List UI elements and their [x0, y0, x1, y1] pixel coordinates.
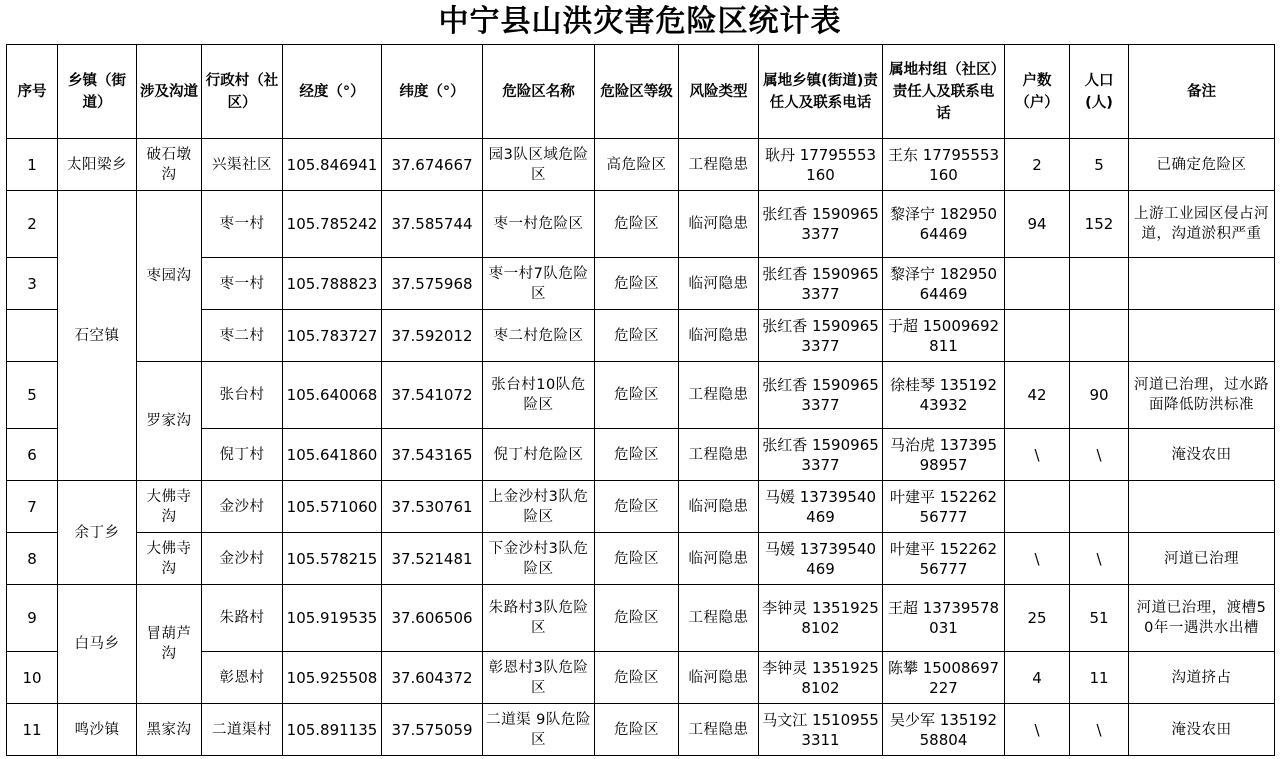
cell-ravine: 破石墩沟 [137, 139, 202, 191]
header-households: 户数（户） [1005, 45, 1070, 139]
cell-zone-level: 危险区 [595, 585, 679, 652]
cell-village-contact: 马治虎 13739598957 [883, 429, 1005, 481]
cell-households [1005, 481, 1070, 533]
cell-village: 金沙村 [202, 481, 283, 533]
header-seq: 序号 [7, 45, 58, 139]
cell-households: 2 [1005, 139, 1070, 191]
cell-zone-level: 危险区 [595, 191, 679, 258]
cell-ravine: 黑家沟 [137, 704, 202, 756]
cell-longitude: 105.578215 [283, 533, 382, 585]
cell-village-contact: 陈攀 15008697227 [883, 652, 1005, 704]
cell-town-contact: 张红香 15909653377 [759, 191, 883, 258]
cell-town: 石空镇 [58, 191, 137, 481]
cell-zone-level: 危险区 [595, 258, 679, 310]
cell-zone-name: 枣一村危险区 [483, 191, 595, 258]
cell-latitude: 37.606506 [382, 585, 483, 652]
cell-zone-name: 倪丁村危险区 [483, 429, 595, 481]
cell-zone-level: 危险区 [595, 533, 679, 585]
cell-households: 25 [1005, 585, 1070, 652]
cell-note: 上游工业园区侵占河道，沟道淤积严重 [1129, 191, 1275, 258]
header-risk-type: 风险类型 [679, 45, 759, 139]
table-row [7, 533, 1275, 585]
cell-latitude: 37.541072 [382, 362, 483, 429]
cell-town-contact: 马媛 13739540469 [759, 481, 883, 533]
cell-population [1070, 481, 1129, 533]
cell-village: 倪丁村 [202, 429, 283, 481]
cell-village: 兴渠社区 [202, 139, 283, 191]
header-village: 行政村（社区） [202, 45, 283, 139]
cell-seq: 5 [7, 362, 58, 429]
cell-zone-level: 危险区 [595, 704, 679, 756]
cell-zone-name: 枣二村危险区 [483, 310, 595, 362]
cell-village: 金沙村 [202, 533, 283, 585]
cell-zone-level: 危险区 [595, 429, 679, 481]
table-row [7, 362, 1275, 429]
cell-risk-type: 临河隐患 [679, 481, 759, 533]
cell-longitude: 105.571060 [283, 481, 382, 533]
cell-village: 枣一村 [202, 258, 283, 310]
cell-population: 11 [1070, 652, 1129, 704]
cell-risk-type: 工程隐患 [679, 362, 759, 429]
cell-ravine: 大佛寺沟 [137, 481, 202, 533]
cell-note: 河道已治理，过水路面降低防洪标准 [1129, 362, 1275, 429]
cell-town: 鸣沙镇 [58, 704, 137, 756]
cell-village-contact: 叶建平 15226256777 [883, 533, 1005, 585]
cell-village: 枣二村 [202, 310, 283, 362]
cell-risk-type: 临河隐患 [679, 191, 759, 258]
cell-town-contact: 张红香 15909653377 [759, 258, 883, 310]
cell-town-contact: 张红香 15909653377 [759, 362, 883, 429]
cell-latitude: 37.575059 [382, 704, 483, 756]
cell-risk-type: 工程隐患 [679, 704, 759, 756]
cell-ravine: 枣园沟 [137, 191, 202, 362]
cell-risk-type: 工程隐患 [679, 585, 759, 652]
cell-note [1129, 310, 1275, 362]
header-town-contact: 属地乡镇(街道)责任人及联系电话 [759, 45, 883, 139]
header-row [7, 45, 1275, 139]
cell-zone-name: 枣一村7队危险区 [483, 258, 595, 310]
cell-latitude: 37.575968 [382, 258, 483, 310]
cell-population: \ [1070, 704, 1129, 756]
cell-note: 沟道挤占 [1129, 652, 1275, 704]
cell-seq: 3 [7, 258, 58, 310]
cell-latitude: 37.604372 [382, 652, 483, 704]
cell-population: 90 [1070, 362, 1129, 429]
cell-latitude: 37.521481 [382, 533, 483, 585]
cell-town-contact: 马文江 15109553311 [759, 704, 883, 756]
cell-note: 河道已治理 [1129, 533, 1275, 585]
cell-longitude: 105.919535 [283, 585, 382, 652]
cell-seq: 1 [7, 139, 58, 191]
header-note: 备注 [1129, 45, 1275, 139]
cell-risk-type: 临河隐患 [679, 258, 759, 310]
cell-longitude: 105.785242 [283, 191, 382, 258]
cell-latitude: 37.543165 [382, 429, 483, 481]
cell-seq: 6 [7, 429, 58, 481]
cell-zone-level: 高危险区 [595, 139, 679, 191]
header-latitude: 纬度（°） [382, 45, 483, 139]
cell-town: 余丁乡 [58, 481, 137, 585]
cell-risk-type: 工程隐患 [679, 139, 759, 191]
cell-households: \ [1005, 704, 1070, 756]
cell-town-contact: 耿丹 17795553160 [759, 139, 883, 191]
header-ravine: 涉及沟道 [137, 45, 202, 139]
cell-zone-name: 彰恩村3队危险区 [483, 652, 595, 704]
header-zone-level: 危险区等级 [595, 45, 679, 139]
cell-village-contact: 于超 15009692811 [883, 310, 1005, 362]
cell-longitude: 105.788823 [283, 258, 382, 310]
cell-risk-type: 临河隐患 [679, 652, 759, 704]
cell-zone-level: 危险区 [595, 362, 679, 429]
cell-zone-name: 园3队区域危险区 [483, 139, 595, 191]
cell-note [1129, 258, 1275, 310]
cell-zone-name: 上金沙村3队危险区 [483, 481, 595, 533]
cell-longitude: 105.640068 [283, 362, 382, 429]
cell-note: 河道已治理，渡槽50年一遇洪水出槽 [1129, 585, 1275, 652]
header-longitude: 经度（°） [283, 45, 382, 139]
header-population: 人口(人) [1070, 45, 1129, 139]
cell-ravine: 冒葫芦沟 [137, 585, 202, 704]
page-title: 中宁县山洪灾害危险区统计表 [438, 4, 842, 39]
cell-village-contact: 王超 13739578031 [883, 585, 1005, 652]
cell-population: \ [1070, 429, 1129, 481]
cell-ravine: 大佛寺沟 [137, 533, 202, 585]
table-row [7, 139, 1275, 191]
cell-town-contact: 马媛 13739540469 [759, 533, 883, 585]
cell-risk-type: 临河隐患 [679, 310, 759, 362]
cell-seq: 7 [7, 481, 58, 533]
cell-longitude: 105.846941 [283, 139, 382, 191]
cell-seq: 10 [7, 652, 58, 704]
cell-seq: 9 [7, 585, 58, 652]
table-row [7, 585, 1275, 652]
cell-households: 94 [1005, 191, 1070, 258]
cell-note: 淹没农田 [1129, 429, 1275, 481]
cell-seq: 2 [7, 191, 58, 258]
cell-town-contact: 张红香 15909653377 [759, 429, 883, 481]
table-row [7, 191, 1275, 258]
cell-note [1129, 481, 1275, 533]
cell-latitude: 37.592012 [382, 310, 483, 362]
cell-village-contact: 徐桂琴 13519243932 [883, 362, 1005, 429]
cell-zone-level: 危险区 [595, 481, 679, 533]
cell-latitude: 37.585744 [382, 191, 483, 258]
cell-population: 51 [1070, 585, 1129, 652]
cell-seq: 8 [7, 533, 58, 585]
cell-latitude: 37.674667 [382, 139, 483, 191]
cell-population: 5 [1070, 139, 1129, 191]
cell-zone-name: 朱路村3队危险区 [483, 585, 595, 652]
cell-population: 152 [1070, 191, 1129, 258]
cell-village: 朱路村 [202, 585, 283, 652]
danger-zone-table [6, 44, 1275, 756]
cell-village-contact: 王东 17795553160 [883, 139, 1005, 191]
cell-population: \ [1070, 533, 1129, 585]
cell-zone-level: 危险区 [595, 310, 679, 362]
cell-town-contact: 李钟灵 13519258102 [759, 585, 883, 652]
cell-village-contact: 黎泽宁 18295064469 [883, 191, 1005, 258]
cell-village: 张台村 [202, 362, 283, 429]
cell-latitude: 37.530761 [382, 481, 483, 533]
cell-households: 4 [1005, 652, 1070, 704]
cell-village-contact: 黎泽宁 18295064469 [883, 258, 1005, 310]
table-row [7, 481, 1275, 533]
cell-longitude: 105.925508 [283, 652, 382, 704]
cell-seq: 11 [7, 704, 58, 756]
cell-households [1005, 258, 1070, 310]
cell-town: 太阳梁乡 [58, 139, 137, 191]
cell-village: 枣一村 [202, 191, 283, 258]
header-village-contact: 属地村组（社区）责任人及联系电话 [883, 45, 1005, 139]
cell-town-contact: 张红香 15909653377 [759, 310, 883, 362]
cell-risk-type: 工程隐患 [679, 429, 759, 481]
table-row [7, 704, 1275, 756]
cell-note: 淹没农田 [1129, 704, 1275, 756]
cell-town-contact: 李钟灵 13519258102 [759, 652, 883, 704]
header-zone-name: 危险区名称 [483, 45, 595, 139]
cell-zone-name: 下金沙村3队危险区 [483, 533, 595, 585]
cell-village-contact: 叶建平 15226256777 [883, 481, 1005, 533]
cell-village-contact: 吴少军 13519258804 [883, 704, 1005, 756]
cell-village: 彰恩村 [202, 652, 283, 704]
cell-households: \ [1005, 429, 1070, 481]
cell-risk-type: 临河隐患 [679, 533, 759, 585]
cell-population [1070, 310, 1129, 362]
cell-households: 42 [1005, 362, 1070, 429]
cell-longitude: 105.783727 [283, 310, 382, 362]
cell-zone-name: 张台村10队危险区 [483, 362, 595, 429]
cell-zone-level: 危险区 [595, 652, 679, 704]
header-town: 乡镇（街道） [58, 45, 137, 139]
cell-village: 二道渠村 [202, 704, 283, 756]
cell-population [1070, 258, 1129, 310]
cell-seq [7, 310, 58, 362]
cell-longitude: 105.641860 [283, 429, 382, 481]
cell-households: \ [1005, 533, 1070, 585]
cell-ravine: 罗家沟 [137, 362, 202, 481]
cell-longitude: 105.891135 [283, 704, 382, 756]
cell-town: 白马乡 [58, 585, 137, 704]
cell-note: 已确定危险区 [1129, 139, 1275, 191]
cell-households [1005, 310, 1070, 362]
cell-zone-name: 二道渠 9队危险区 [483, 704, 595, 756]
